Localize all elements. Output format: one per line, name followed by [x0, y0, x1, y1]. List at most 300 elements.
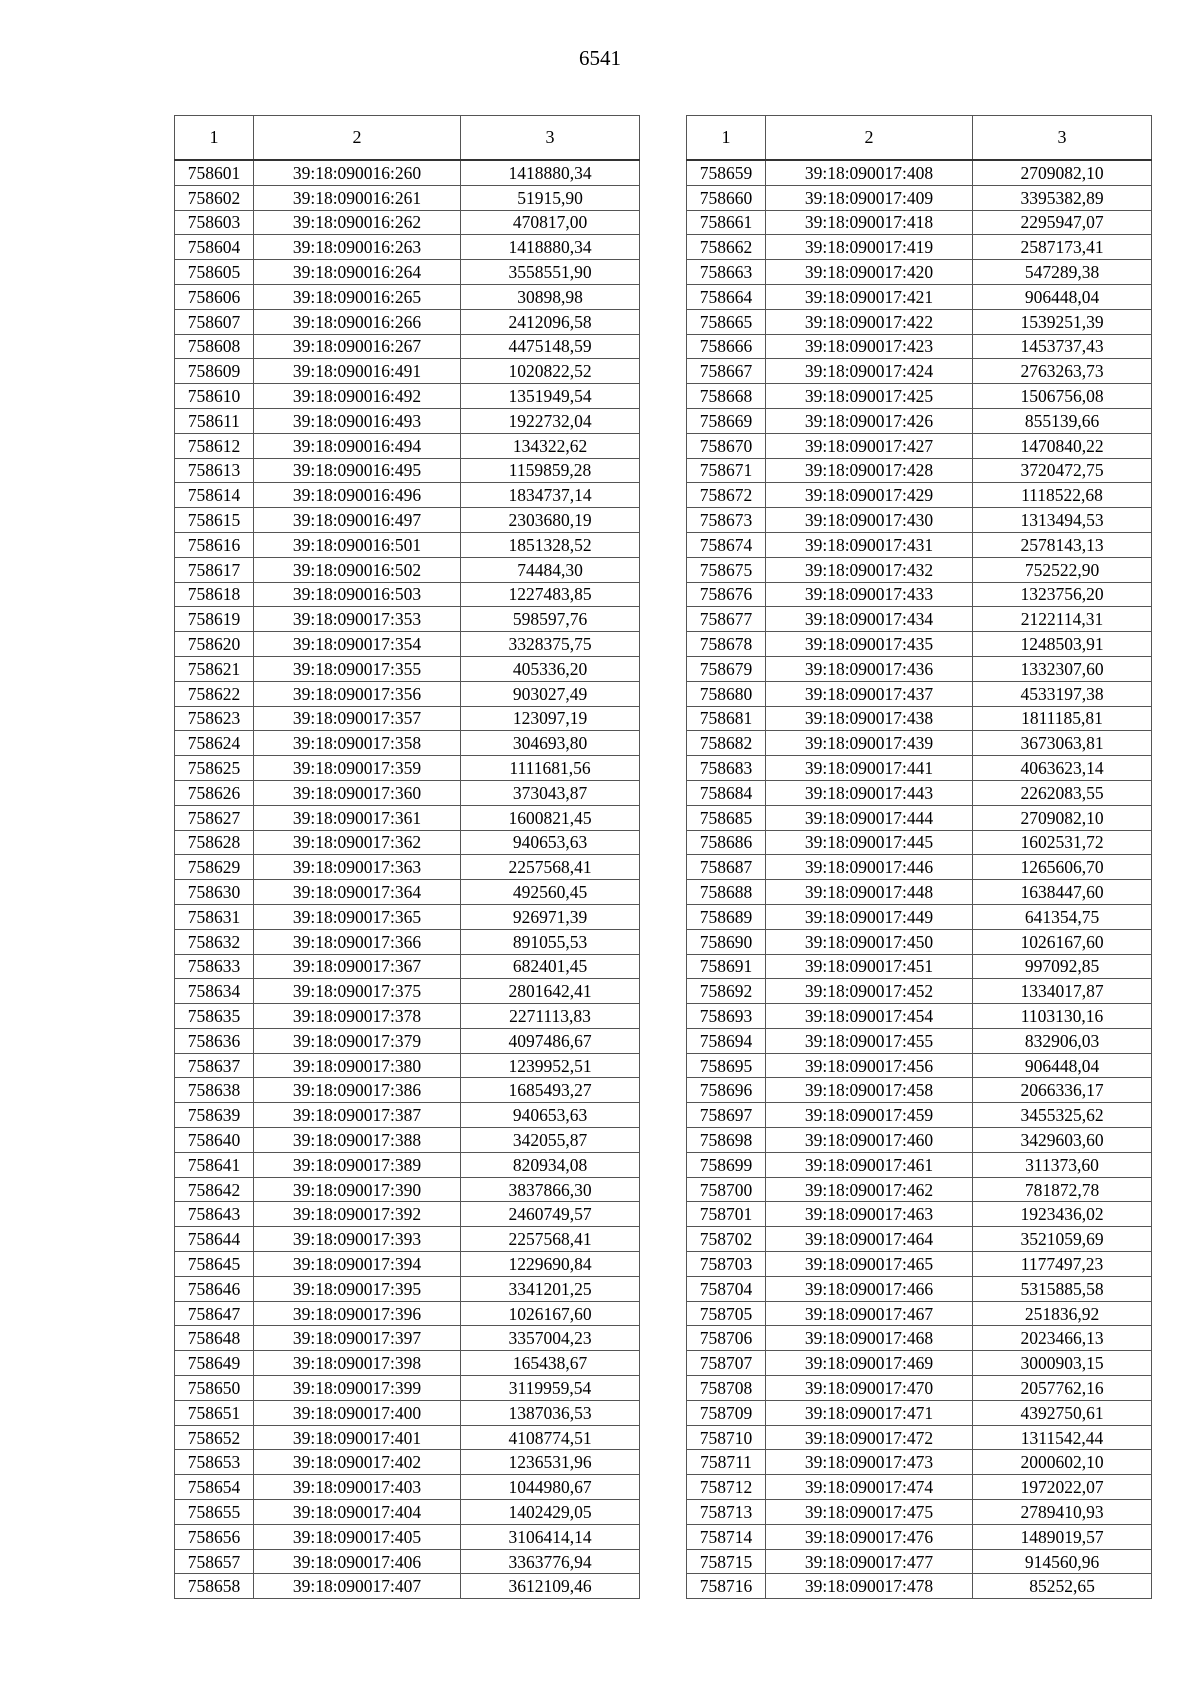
- table-row: [687, 1450, 1152, 1475]
- table-row: [687, 1252, 1152, 1277]
- value-cell: 1539251,39: [973, 309, 1152, 334]
- row-number-cell: 758628: [175, 830, 254, 855]
- table-row: [175, 458, 640, 483]
- row-number-cell: 758700: [687, 1177, 766, 1202]
- table-row: [687, 1227, 1152, 1252]
- value-cell: 914560,96: [973, 1549, 1152, 1574]
- cadastral-number-cell: 39:18:090017:380: [254, 1053, 461, 1078]
- table-row: [687, 1500, 1152, 1525]
- cadastral-number-cell: 39:18:090017:434: [766, 607, 973, 632]
- cadastral-number-cell: 39:18:090017:470: [766, 1376, 973, 1401]
- table-row: [175, 632, 640, 657]
- table-row: [175, 1028, 640, 1053]
- cadastral-number-cell: 39:18:090017:387: [254, 1103, 461, 1128]
- row-number-cell: 758640: [175, 1128, 254, 1153]
- table-row: [175, 433, 640, 458]
- table-row: [175, 1574, 640, 1599]
- table-row: [687, 780, 1152, 805]
- table-row: [687, 1326, 1152, 1351]
- table-row: [687, 483, 1152, 508]
- table-row: [175, 1425, 640, 1450]
- value-cell: 342055,87: [461, 1128, 640, 1153]
- cadastral-number-cell: 39:18:090017:356: [254, 681, 461, 706]
- cadastral-number-cell: 39:18:090017:354: [254, 632, 461, 657]
- table-row: [175, 1524, 640, 1549]
- table-row: [175, 1475, 640, 1500]
- value-cell: 2057762,16: [973, 1376, 1152, 1401]
- cadastral-number-cell: 39:18:090017:451: [766, 954, 973, 979]
- table-row: [687, 1078, 1152, 1103]
- row-number-cell: 758690: [687, 929, 766, 954]
- cadastral-number-cell: 39:18:090017:466: [766, 1276, 973, 1301]
- value-cell: 1638447,60: [973, 880, 1152, 905]
- cadastral-number-cell: 39:18:090017:438: [766, 706, 973, 731]
- row-number-cell: 758671: [687, 458, 766, 483]
- table-row: [687, 632, 1152, 657]
- row-number-cell: 758683: [687, 756, 766, 781]
- value-cell: 3521059,69: [973, 1227, 1152, 1252]
- row-number-cell: 758651: [175, 1400, 254, 1425]
- table-row: [175, 904, 640, 929]
- cadastral-number-cell: 39:18:090016:503: [254, 582, 461, 607]
- row-number-cell: 758644: [175, 1227, 254, 1252]
- row-number-cell: 758603: [175, 210, 254, 235]
- value-cell: 4533197,38: [973, 681, 1152, 706]
- row-number-cell: 758679: [687, 656, 766, 681]
- cadastral-number-cell: 39:18:090017:473: [766, 1450, 973, 1475]
- row-number-cell: 758705: [687, 1301, 766, 1326]
- row-number-cell: 758648: [175, 1326, 254, 1351]
- row-number-cell: 758676: [687, 582, 766, 607]
- value-cell: 1851328,52: [461, 532, 640, 557]
- value-cell: 1026167,60: [461, 1301, 640, 1326]
- value-cell: 2801642,41: [461, 979, 640, 1004]
- cadastral-number-cell: 39:18:090017:469: [766, 1351, 973, 1376]
- cadastral-number-cell: 39:18:090017:386: [254, 1078, 461, 1103]
- cadastral-number-cell: 39:18:090017:408: [766, 160, 973, 185]
- value-cell: 1922732,04: [461, 408, 640, 433]
- cadastral-number-cell: 39:18:090017:367: [254, 954, 461, 979]
- row-number-cell: 758625: [175, 756, 254, 781]
- cadastral-number-cell: 39:18:090017:409: [766, 185, 973, 210]
- cadastral-number-cell: 39:18:090016:496: [254, 483, 461, 508]
- table-row: [175, 185, 640, 210]
- value-cell: 4108774,51: [461, 1425, 640, 1450]
- cadastral-number-cell: 39:18:090017:375: [254, 979, 461, 1004]
- value-cell: 855139,66: [973, 408, 1152, 433]
- value-cell: 3357004,23: [461, 1326, 640, 1351]
- value-cell: 2709082,10: [973, 160, 1152, 185]
- row-number-cell: 758632: [175, 929, 254, 954]
- table-row: [687, 433, 1152, 458]
- row-number-cell: 758619: [175, 607, 254, 632]
- table-row: [175, 681, 640, 706]
- table-row: [687, 582, 1152, 607]
- table-row: [687, 557, 1152, 582]
- cadastral-number-cell: 39:18:090017:439: [766, 731, 973, 756]
- value-cell: 1177497,23: [973, 1252, 1152, 1277]
- table-header: [175, 116, 640, 161]
- row-number-cell: 758670: [687, 433, 766, 458]
- row-number-cell: 758710: [687, 1425, 766, 1450]
- cadastral-number-cell: 39:18:090017:425: [766, 384, 973, 409]
- table-row: [687, 1103, 1152, 1128]
- table-row: [175, 780, 640, 805]
- row-number-cell: 758703: [687, 1252, 766, 1277]
- row-number-cell: 758673: [687, 508, 766, 533]
- table-row: [687, 681, 1152, 706]
- value-cell: 4475148,59: [461, 334, 640, 359]
- table-row: [175, 1053, 640, 1078]
- row-number-cell: 758684: [687, 780, 766, 805]
- table-row: [175, 656, 640, 681]
- value-cell: 1265606,70: [973, 855, 1152, 880]
- page-number: 6541: [579, 46, 621, 70]
- cadastral-number-cell: 39:18:090017:404: [254, 1500, 461, 1525]
- value-cell: 1470840,22: [973, 433, 1152, 458]
- row-number-cell: 758685: [687, 805, 766, 830]
- table-row: [175, 1128, 640, 1153]
- value-cell: 1248503,91: [973, 632, 1152, 657]
- table-row: [687, 607, 1152, 632]
- table-row: [175, 979, 640, 1004]
- row-number-cell: 758660: [687, 185, 766, 210]
- value-cell: 304693,80: [461, 731, 640, 756]
- row-number-cell: 758694: [687, 1028, 766, 1053]
- row-number-cell: 758681: [687, 706, 766, 731]
- table-row: [687, 1004, 1152, 1029]
- cadastral-number-cell: 39:18:090017:363: [254, 855, 461, 880]
- table-row: [175, 160, 640, 185]
- cadastral-number-cell: 39:18:090017:364: [254, 880, 461, 905]
- value-cell: 940653,63: [461, 1103, 640, 1128]
- table-row: [687, 1028, 1152, 1053]
- value-cell: 3837866,30: [461, 1177, 640, 1202]
- cadastral-number-cell: 39:18:090017:402: [254, 1450, 461, 1475]
- cadastral-number-cell: 39:18:090017:400: [254, 1400, 461, 1425]
- table-row: [687, 1202, 1152, 1227]
- table-row: [687, 1351, 1152, 1376]
- row-number-cell: 758618: [175, 582, 254, 607]
- row-number-cell: 758627: [175, 805, 254, 830]
- cadastral-number-cell: 39:18:090017:361: [254, 805, 461, 830]
- cadastral-number-cell: 39:18:090017:407: [254, 1574, 461, 1599]
- value-cell: 51915,90: [461, 185, 640, 210]
- table-row: [175, 1276, 640, 1301]
- row-number-cell: 758608: [175, 334, 254, 359]
- cadastral-number-cell: 39:18:090016:262: [254, 210, 461, 235]
- row-number-cell: 758654: [175, 1475, 254, 1500]
- value-cell: 903027,49: [461, 681, 640, 706]
- value-cell: 3720472,75: [973, 458, 1152, 483]
- value-cell: 1311542,44: [973, 1425, 1152, 1450]
- value-cell: 3558551,90: [461, 260, 640, 285]
- cadastral-number-cell: 39:18:090017:389: [254, 1152, 461, 1177]
- cadastral-number-cell: 39:18:090017:472: [766, 1425, 973, 1450]
- table-row: [687, 1524, 1152, 1549]
- table-row: [687, 880, 1152, 905]
- row-number-cell: 758646: [175, 1276, 254, 1301]
- row-number-cell: 758642: [175, 1177, 254, 1202]
- cadastral-number-cell: 39:18:090017:433: [766, 582, 973, 607]
- table-row: [687, 1574, 1152, 1599]
- value-cell: 470817,00: [461, 210, 640, 235]
- cadastral-number-cell: 39:18:090017:446: [766, 855, 973, 880]
- value-cell: 405336,20: [461, 656, 640, 681]
- row-number-cell: 758633: [175, 954, 254, 979]
- value-cell: 2763263,73: [973, 359, 1152, 384]
- cadastral-number-cell: 39:18:090017:358: [254, 731, 461, 756]
- table-row: [175, 1500, 640, 1525]
- row-number-cell: 758636: [175, 1028, 254, 1053]
- cadastral-number-cell: 39:18:090016:493: [254, 408, 461, 433]
- table-row: [175, 1301, 640, 1326]
- row-number-cell: 758696: [687, 1078, 766, 1103]
- row-number-cell: 758688: [687, 880, 766, 905]
- table-row: [175, 1376, 640, 1401]
- cadastral-number-cell: 39:18:090017:366: [254, 929, 461, 954]
- cadastral-number-cell: 39:18:090016:261: [254, 185, 461, 210]
- row-number-cell: 758656: [175, 1524, 254, 1549]
- value-cell: 1453737,43: [973, 334, 1152, 359]
- table-row: [175, 607, 640, 632]
- table-row: [175, 1177, 640, 1202]
- table-row: [175, 1400, 640, 1425]
- table-row: [687, 756, 1152, 781]
- value-cell: 1506756,08: [973, 384, 1152, 409]
- value-cell: 1236531,96: [461, 1450, 640, 1475]
- value-cell: 940653,63: [461, 830, 640, 855]
- row-number-cell: 758693: [687, 1004, 766, 1029]
- value-cell: 906448,04: [973, 1053, 1152, 1078]
- row-number-cell: 758624: [175, 731, 254, 756]
- table-row: [687, 731, 1152, 756]
- table-row: [687, 359, 1152, 384]
- table-row: [175, 334, 640, 359]
- value-cell: 492560,45: [461, 880, 640, 905]
- header-col-1: 1: [175, 116, 254, 161]
- row-number-cell: 758692: [687, 979, 766, 1004]
- value-cell: 1811185,81: [973, 706, 1152, 731]
- table-row: [175, 805, 640, 830]
- value-cell: 134322,62: [461, 433, 640, 458]
- value-cell: 3455325,62: [973, 1103, 1152, 1128]
- cadastral-number-cell: 39:18:090016:492: [254, 384, 461, 409]
- cadastral-number-cell: 39:18:090017:421: [766, 284, 973, 309]
- value-cell: 4392750,61: [973, 1400, 1152, 1425]
- value-cell: 2578143,13: [973, 532, 1152, 557]
- row-number-cell: 758617: [175, 557, 254, 582]
- value-cell: 123097,19: [461, 706, 640, 731]
- table-row: [175, 483, 640, 508]
- row-number-cell: 758672: [687, 483, 766, 508]
- row-number-cell: 758691: [687, 954, 766, 979]
- value-cell: 2587173,41: [973, 235, 1152, 260]
- cadastral-number-cell: 39:18:090017:365: [254, 904, 461, 929]
- row-number-cell: 758655: [175, 1500, 254, 1525]
- table-row: [175, 1351, 640, 1376]
- value-cell: 1334017,87: [973, 979, 1152, 1004]
- value-cell: 1418880,34: [461, 160, 640, 185]
- value-cell: 1159859,28: [461, 458, 640, 483]
- row-number-cell: 758686: [687, 830, 766, 855]
- table-row: [687, 309, 1152, 334]
- cadastral-number-cell: 39:18:090016:264: [254, 260, 461, 285]
- table-row: [687, 1425, 1152, 1450]
- value-cell: 1103130,16: [973, 1004, 1152, 1029]
- cadastral-number-cell: 39:18:090017:394: [254, 1252, 461, 1277]
- value-cell: 682401,45: [461, 954, 640, 979]
- table-body: [175, 160, 640, 1599]
- table-row: [687, 260, 1152, 285]
- row-number-cell: 758699: [687, 1152, 766, 1177]
- table-row: [687, 830, 1152, 855]
- row-number-cell: 758668: [687, 384, 766, 409]
- value-cell: 4097486,67: [461, 1028, 640, 1053]
- row-number-cell: 758706: [687, 1326, 766, 1351]
- value-cell: 3395382,89: [973, 185, 1152, 210]
- cadastral-number-cell: 39:18:090017:355: [254, 656, 461, 681]
- value-cell: 1313494,53: [973, 508, 1152, 533]
- table-row: [687, 1177, 1152, 1202]
- value-cell: 1026167,60: [973, 929, 1152, 954]
- table-row: [175, 1326, 640, 1351]
- value-cell: 891055,53: [461, 929, 640, 954]
- cadastral-number-cell: 39:18:090017:475: [766, 1500, 973, 1525]
- value-cell: 165438,67: [461, 1351, 640, 1376]
- cadastral-number-cell: 39:18:090017:448: [766, 880, 973, 905]
- row-number-cell: 758623: [175, 706, 254, 731]
- table-row: [687, 904, 1152, 929]
- row-number-cell: 758629: [175, 855, 254, 880]
- cadastral-number-cell: 39:18:090017:388: [254, 1128, 461, 1153]
- value-cell: 820934,08: [461, 1152, 640, 1177]
- value-cell: 311373,60: [973, 1152, 1152, 1177]
- value-cell: 2295947,07: [973, 210, 1152, 235]
- cadastral-number-cell: 39:18:090017:419: [766, 235, 973, 260]
- value-cell: 1239952,51: [461, 1053, 640, 1078]
- value-cell: 3106414,14: [461, 1524, 640, 1549]
- row-number-cell: 758675: [687, 557, 766, 582]
- table-row: [175, 756, 640, 781]
- cadastral-number-cell: 39:18:090016:495: [254, 458, 461, 483]
- cadastral-number-cell: 39:18:090017:406: [254, 1549, 461, 1574]
- value-cell: 1227483,85: [461, 582, 640, 607]
- table-row: [687, 805, 1152, 830]
- row-number-cell: 758652: [175, 1425, 254, 1450]
- row-number-cell: 758649: [175, 1351, 254, 1376]
- cadastral-number-cell: 39:18:090017:444: [766, 805, 973, 830]
- value-cell: 4063623,14: [973, 756, 1152, 781]
- row-number-cell: 758643: [175, 1202, 254, 1227]
- cadastral-number-cell: 39:18:090016:265: [254, 284, 461, 309]
- row-number-cell: 758622: [175, 681, 254, 706]
- row-number-cell: 758666: [687, 334, 766, 359]
- row-number-cell: 758606: [175, 284, 254, 309]
- value-cell: 3328375,75: [461, 632, 640, 657]
- cadastral-number-cell: 39:18:090017:422: [766, 309, 973, 334]
- cadastral-number-cell: 39:18:090017:468: [766, 1326, 973, 1351]
- row-number-cell: 758697: [687, 1103, 766, 1128]
- table-row: [175, 210, 640, 235]
- cadastral-number-cell: 39:18:090017:428: [766, 458, 973, 483]
- value-cell: 1602531,72: [973, 830, 1152, 855]
- cadastral-number-cell: 39:18:090017:432: [766, 557, 973, 582]
- row-number-cell: 758713: [687, 1500, 766, 1525]
- row-number-cell: 758712: [687, 1475, 766, 1500]
- value-cell: 30898,98: [461, 284, 640, 309]
- row-number-cell: 758680: [687, 681, 766, 706]
- row-number-cell: 758634: [175, 979, 254, 1004]
- row-number-cell: 758602: [175, 185, 254, 210]
- row-number-cell: 758702: [687, 1227, 766, 1252]
- value-cell: 2257568,41: [461, 855, 640, 880]
- header-col-1: 1: [687, 116, 766, 161]
- value-cell: 547289,38: [973, 260, 1152, 285]
- row-number-cell: 758630: [175, 880, 254, 905]
- cadastral-number-cell: 39:18:090017:458: [766, 1078, 973, 1103]
- row-number-cell: 758715: [687, 1549, 766, 1574]
- value-cell: 1111681,56: [461, 756, 640, 781]
- cadastral-number-cell: 39:18:090017:452: [766, 979, 973, 1004]
- header-row: [687, 116, 1152, 161]
- table-row: [175, 830, 640, 855]
- row-number-cell: 758682: [687, 731, 766, 756]
- row-number-cell: 758657: [175, 1549, 254, 1574]
- value-cell: 1685493,27: [461, 1078, 640, 1103]
- row-number-cell: 758664: [687, 284, 766, 309]
- cadastral-number-cell: 39:18:090017:456: [766, 1053, 973, 1078]
- value-cell: 2066336,17: [973, 1078, 1152, 1103]
- cadastral-number-cell: 39:18:090017:445: [766, 830, 973, 855]
- row-number-cell: 758662: [687, 235, 766, 260]
- cadastral-number-cell: 39:18:090017:437: [766, 681, 973, 706]
- row-number-cell: 758659: [687, 160, 766, 185]
- row-number-cell: 758704: [687, 1276, 766, 1301]
- value-cell: 926971,39: [461, 904, 640, 929]
- table-row: [687, 1376, 1152, 1401]
- table-row: [687, 979, 1152, 1004]
- cadastral-number-cell: 39:18:090016:497: [254, 508, 461, 533]
- row-number-cell: 758610: [175, 384, 254, 409]
- value-cell: 906448,04: [973, 284, 1152, 309]
- cadastral-number-cell: 39:18:090016:260: [254, 160, 461, 185]
- table-row: [687, 1276, 1152, 1301]
- row-number-cell: 758605: [175, 260, 254, 285]
- cadastral-number-cell: 39:18:090017:465: [766, 1252, 973, 1277]
- value-cell: 2789410,93: [973, 1500, 1152, 1525]
- table-row: [175, 508, 640, 533]
- cadastral-number-cell: 39:18:090017:418: [766, 210, 973, 235]
- row-number-cell: 758711: [687, 1450, 766, 1475]
- value-cell: 3612109,46: [461, 1574, 640, 1599]
- cadastral-number-cell: 39:18:090017:443: [766, 780, 973, 805]
- table-row: [175, 855, 640, 880]
- cadastral-number-cell: 39:18:090017:431: [766, 532, 973, 557]
- row-number-cell: 758650: [175, 1376, 254, 1401]
- table-row: [175, 880, 640, 905]
- row-number-cell: 758677: [687, 607, 766, 632]
- row-number-cell: 758609: [175, 359, 254, 384]
- table-row: [687, 1301, 1152, 1326]
- row-number-cell: 758645: [175, 1252, 254, 1277]
- cadastral-number-cell: 39:18:090017:393: [254, 1227, 461, 1252]
- row-number-cell: 758631: [175, 904, 254, 929]
- table-row: [175, 309, 640, 334]
- row-number-cell: 758689: [687, 904, 766, 929]
- row-number-cell: 758639: [175, 1103, 254, 1128]
- cadastral-number-cell: 39:18:090017:450: [766, 929, 973, 954]
